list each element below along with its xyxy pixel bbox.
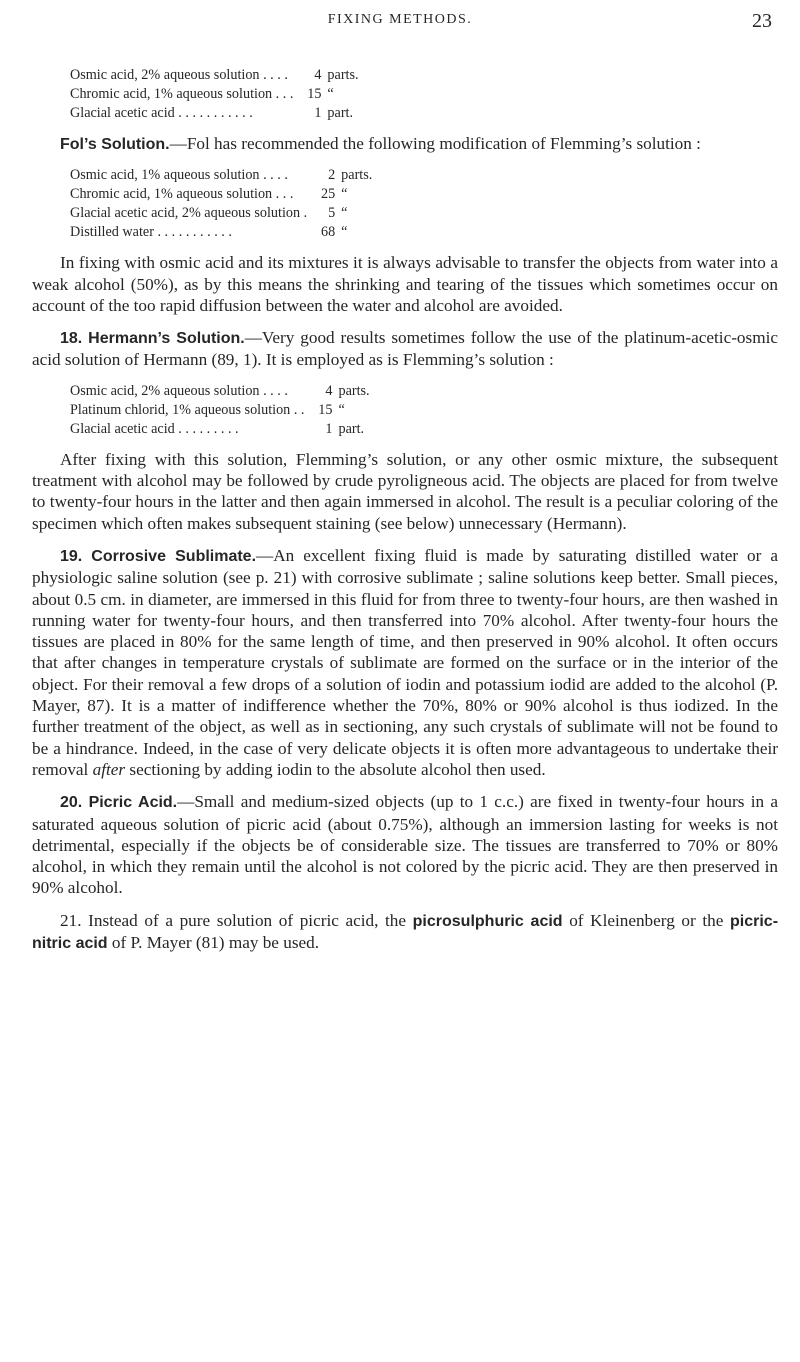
recipe-row <box>70 382 370 401</box>
paragraph-text: —Fol has recommended the following modification of Flemming’s solution : <box>169 134 701 153</box>
recipe-ingredient: Glacial acetic acid, 2% aqueous solution . <box>70 205 308 222</box>
recipe-unit: part. <box>327 105 354 121</box>
recipe-amount: 1 <box>314 105 322 121</box>
recipe-row <box>70 185 372 204</box>
recipe-unit: parts. <box>341 167 373 184</box>
recipe-ingredient: Chromic acid, 1% aqueous solution . . . <box>70 186 294 203</box>
page-body <box>32 66 778 965</box>
recipe-amount: 68 <box>320 224 336 241</box>
recipe-unit: parts. <box>327 67 359 83</box>
paragraph-text: of Kleinenberg or the <box>562 910 730 930</box>
recipe-row <box>70 85 359 104</box>
section-number: 20. <box>60 794 83 812</box>
section-number: 21. <box>60 910 82 930</box>
recipe-amount: 2 <box>328 167 336 184</box>
hermann-solution-paragraph <box>32 327 778 371</box>
recipe-row <box>70 104 359 123</box>
recipe-amount: 5 <box>328 205 336 222</box>
section-title: Fol’s Solution. <box>60 136 170 153</box>
recipe-row <box>70 223 372 242</box>
emphasis-text: after <box>92 759 126 779</box>
page-number: 23 <box>752 10 772 32</box>
recipe-ingredient: Osmic acid, 1% aqueous solution . . . . <box>70 167 288 184</box>
recipe-amount: 15 <box>307 86 322 102</box>
section-number: 19. <box>60 547 83 565</box>
recipe-ingredient: Distilled water . . . . . . . . . . . <box>70 224 232 241</box>
recipe-amount: 15 <box>318 401 333 418</box>
recipe-ingredient: Platinum chlorid, 1% aqueous solution . . <box>70 401 305 418</box>
recipe-ingredient: Glacial acetic acid . . . . . . . . . <box>70 420 239 437</box>
recipe-amount: 4 <box>325 382 333 399</box>
recipe-amount: 1 <box>325 420 333 437</box>
recipe-unit: “ <box>327 86 334 102</box>
recipe-unit: “ <box>341 224 348 241</box>
fol-recipe-table <box>70 166 372 242</box>
recipe-unit: part. <box>338 420 365 437</box>
section-title: Corrosive Sublimate. <box>91 547 257 565</box>
section-title: Hermann’s Solution. <box>88 330 245 348</box>
fol-solution-paragraph <box>32 133 778 155</box>
recipe-unit: “ <box>338 401 345 418</box>
recipe-ingredient: Chromic acid, 1% aqueous solution . . . <box>70 86 294 102</box>
recipe-row <box>70 66 359 85</box>
term-picric-nitric-acid: picric-nitric acid <box>32 912 779 953</box>
recipe-unit: parts. <box>338 382 370 399</box>
recipe-row <box>70 420 370 439</box>
term-picrosulphuric-acid: picrosulphuric acid <box>412 912 563 930</box>
recipe-ingredient: Glacial acetic acid . . . . . . . . . . . <box>70 105 253 121</box>
picric-acid-paragraph <box>32 791 778 898</box>
osmic-transfer-paragraph: In fixing with osmic acid and its mixtures it is always advisable to transfer the objects from water into a weak alcohol (50%), as by this means the shrinking and tearing of the tissues which sometimes occur on account of the too rapid diffusion between the water and alcohol are avoided. <box>32 253 778 315</box>
section-title: Picric Acid. <box>88 794 178 812</box>
recipe-row <box>70 401 370 420</box>
section-number: 18. <box>60 330 83 348</box>
hermann-recipe-table <box>70 382 370 439</box>
recipe-amount: 4 <box>314 67 322 83</box>
corrosive-sublimate-paragraph <box>32 545 778 780</box>
recipe-ingredient: Osmic acid, 2% aqueous solution . . . . <box>70 67 288 83</box>
recipe-ingredient: Osmic acid, 2% aqueous solution . . . . <box>70 382 288 399</box>
paragraph-text: —Very good results sometimes follow the use of the platinum-acetic-osmic acid solution of Hermann (89, 1). It is employed as is Flemming’s solution : <box>32 328 778 370</box>
recipe-row <box>70 166 372 185</box>
paragraph-text: Instead of a pure solution of picric acid, the <box>88 910 413 930</box>
paragraph-text-end: sectioning by adding iodin to the absolute alcohol then used. <box>125 759 546 779</box>
recipe-amount: 25 <box>320 186 336 203</box>
recipe-row <box>70 204 372 223</box>
paragraph-text: —Small and medium-sized objects (up to 1 c.c.) are fixed in twenty-four hours in a saturated aqueous solution of picric acid (about 0.75%), although an immersion lasting for weeks is not detrimental, especially if the objects be of considerable size. The tissues are transferred to 70% or 80% alcohol, in which they remain until the alcohol is not colored by the picric acid. They are then preserved in 90% alcohol. <box>32 792 778 898</box>
running-head: FIXING METHODS. <box>327 12 473 27</box>
after-fixing-paragraph: After fixing with this solution, Flemming’s solution, or any other osmic mixture, the subsequent treatment with alcohol may be followed by crude pyroligneous acid. The objects are placed for from twelve to twenty-four hours in the latter and then again immersed in alcohol. The result is a peculiar coloring of the specimen which often makes subsequent staining (see below) unnecessary (Hermann). <box>32 449 778 533</box>
recipe-unit: “ <box>341 205 348 222</box>
picric-alternatives-paragraph <box>32 910 778 955</box>
flemming-recipe-table <box>70 66 359 123</box>
paragraph-text: of P. Mayer (81) may be used. <box>107 933 320 953</box>
paragraph-text: —An excellent fixing fluid is made by saturating distilled water or a physiologic saline solution (see p. 21) with corrosive sublimate ; saline solutions keep better. Small pieces, about 0.5 cm. in diameter, are immersed in this fluid for from three to twenty-four hours, are then washed in running water for twenty-four hours, and then transferred into 70% alcohol. After twenty-four hours the tissues are placed in 80% for the same length of time, and then preserved in 90% alcohol. It often occurs that after changes in temperature crystals of sublimate are formed on the surface or in the interior of the object. For their removal a few drops of a solution of iodin and potassium iodid are added to the alcohol (P. Mayer, 87). It is a matter of indifference whether the 70%, 80% or 90% alcohol is thus iodized. In the further treatment of the object, as well as in sectioning, any such crystals of sublimate will not be found to be a hindrance. Indeed, in the case of very delicate objects it is often more advantageous to undertake their removal <box>32 545 779 779</box>
recipe-unit: “ <box>341 186 348 203</box>
